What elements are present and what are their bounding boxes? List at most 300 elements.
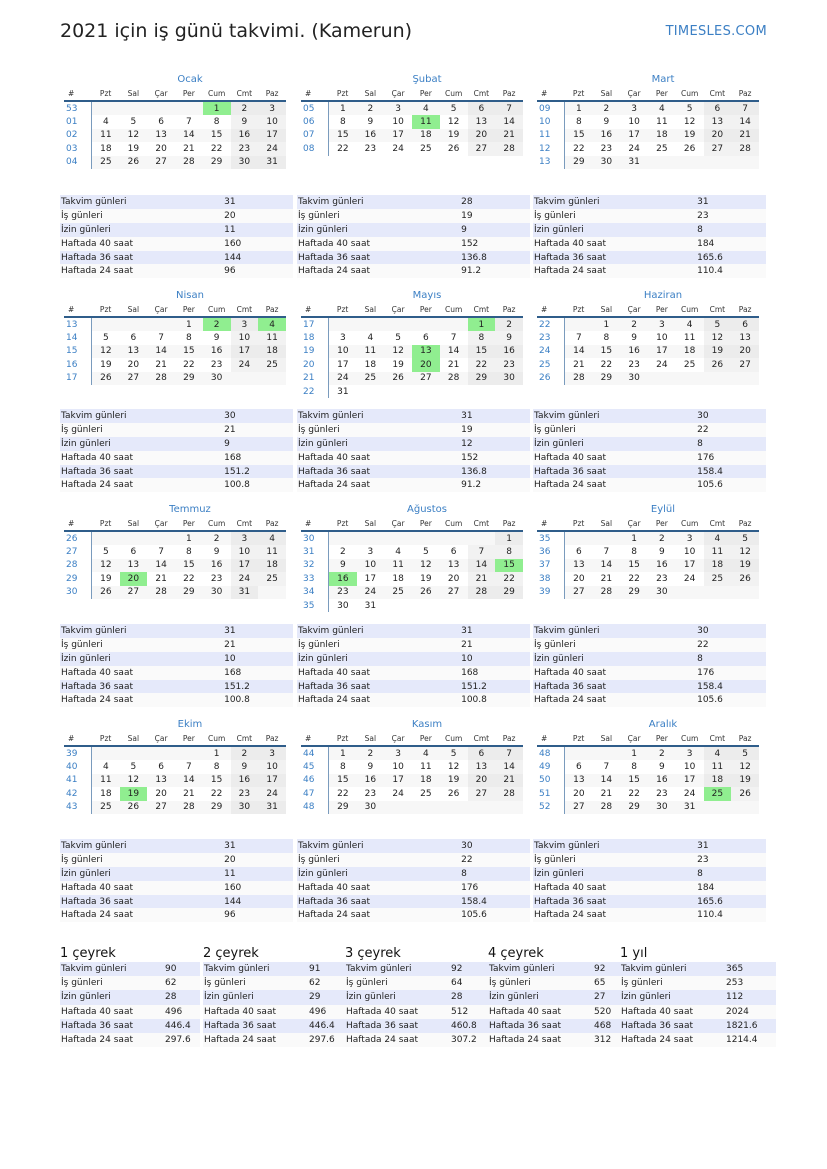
stat-row — [533, 465, 766, 479]
day-cell: 29 — [593, 372, 621, 385]
quarter-stat-row — [488, 1033, 628, 1047]
day-cell: 25 — [683, 359, 696, 370]
day-cell: 26 — [384, 372, 412, 385]
quarter-stat-label: Haftada 40 saat — [60, 1005, 164, 1019]
weekday-header: Cmt — [468, 517, 496, 531]
weekday-header: Paz — [731, 517, 759, 531]
stat-label: Haftada 36 saat — [60, 680, 223, 694]
day-cell: 9 — [231, 760, 259, 773]
week-row — [64, 545, 286, 558]
weekday-header: Paz — [258, 732, 286, 746]
week-number: 09 — [537, 101, 565, 115]
week-row — [64, 317, 286, 331]
quarter-stat-value: 460.8 — [450, 1019, 496, 1033]
quarter-stat-label: Takvim günleri — [203, 962, 308, 976]
week-row — [537, 760, 759, 773]
month-table — [64, 732, 286, 814]
stat-row — [60, 478, 293, 492]
day-cell: 18 — [100, 788, 112, 799]
day-cell: 19 — [100, 573, 112, 584]
day-cell: 24 — [329, 372, 357, 385]
stat-label: Takvim günleri — [60, 624, 223, 638]
weekday-header: Paz — [258, 517, 286, 531]
week-number: 35 — [537, 531, 565, 545]
week-number: 31 — [301, 545, 329, 558]
weekday-header: Pzt — [92, 732, 120, 746]
week-number: 45 — [301, 760, 329, 773]
stat-row — [533, 264, 766, 278]
quarter-stat-label: Haftada 40 saat — [488, 1005, 593, 1019]
day-cell: 20 — [468, 774, 496, 787]
week-row — [301, 774, 523, 787]
quarter-stat-row — [203, 962, 354, 976]
day-cell: 7 — [495, 746, 523, 760]
month-title: Ekim — [177, 719, 203, 730]
stat-value: 12 — [460, 437, 530, 451]
week-row — [537, 156, 759, 169]
day-cell: 5 — [103, 333, 109, 344]
day-cell: 2 — [648, 531, 676, 545]
week-row — [301, 746, 523, 760]
week-row — [537, 801, 759, 814]
stat-row — [533, 209, 766, 223]
weekday-header: Sal — [357, 732, 385, 746]
day-cell: 20 — [127, 359, 140, 370]
weekday-header: Paz — [495, 87, 523, 101]
day-cell: 18 — [258, 345, 286, 358]
day-cell: 10 — [231, 545, 259, 558]
week-number: 52 — [537, 801, 565, 814]
day-cell: 27 — [147, 801, 175, 814]
month-title: Aralık — [648, 719, 678, 730]
day-cell: 30 — [203, 586, 231, 599]
day-cell: 24 — [392, 788, 404, 799]
day-cell: 14 — [147, 559, 175, 572]
day-cell: 25 — [384, 586, 412, 599]
stat-row — [60, 209, 293, 223]
weekday-header: Cum — [440, 87, 468, 101]
weekday-header: Çar — [384, 303, 412, 317]
holiday-day-cell: 4 — [258, 317, 286, 331]
day-cell: 23 — [231, 787, 259, 800]
day-cell: 7 — [603, 547, 610, 558]
week-row — [301, 572, 523, 585]
day-cell: 17 — [648, 345, 676, 358]
day-cell: 25 — [92, 801, 120, 814]
day-cell: 6 — [423, 333, 429, 344]
quarter-stat-label: Haftada 36 saat — [203, 1019, 308, 1033]
stat-row — [297, 195, 530, 209]
day-cell: 26 — [412, 586, 440, 599]
day-cell: 16 — [203, 345, 231, 358]
day-cell: 3 — [231, 317, 259, 331]
week-number: 08 — [301, 142, 329, 155]
quarter-stat-row — [345, 1033, 496, 1047]
stat-value: 11 — [223, 223, 293, 237]
day-cell: 27 — [147, 156, 175, 169]
weekday-header: Cmt — [704, 303, 732, 317]
week-number: 10 — [537, 115, 565, 128]
day-cell: 22 — [210, 143, 223, 154]
day-cell: 3 — [384, 101, 412, 115]
week-number: 13 — [537, 156, 565, 169]
week-row — [301, 599, 523, 612]
quarter-stat-value: 1821.6 — [725, 1019, 776, 1033]
day-cell: 4 — [103, 762, 109, 773]
week-row — [301, 801, 523, 814]
day-cell: 3 — [384, 746, 412, 760]
week-row — [301, 345, 523, 358]
week-row — [537, 331, 759, 344]
day-cell: 20 — [155, 143, 167, 154]
day-cell: 19 — [392, 359, 404, 370]
stat-row — [533, 624, 766, 638]
day-cell — [565, 746, 593, 760]
week-number: 14 — [64, 331, 92, 344]
week-row — [537, 115, 759, 128]
day-cell: 6 — [731, 317, 759, 331]
week-row — [301, 317, 523, 331]
week-number: 48 — [537, 746, 565, 760]
day-cell: 24 — [683, 573, 696, 584]
day-cell — [676, 372, 704, 385]
weekday-header: Per — [648, 517, 676, 531]
day-cell: 24 — [231, 358, 259, 371]
holiday-day-cell: 2 — [203, 317, 231, 331]
stat-value: 22 — [460, 853, 530, 867]
month-stats — [60, 195, 293, 278]
day-cell: 26 — [704, 358, 732, 371]
quarter-stat-label: Haftada 36 saat — [620, 1019, 725, 1033]
day-cell: 21 — [731, 129, 759, 142]
day-cell: 21 — [495, 774, 523, 787]
month-title: Mart — [651, 74, 675, 85]
day-cell: 24 — [258, 787, 286, 800]
day-cell: 30 — [593, 156, 621, 169]
day-cell: 27 — [440, 586, 468, 599]
month-table — [537, 517, 759, 599]
week-row — [301, 385, 523, 398]
day-cell: 8 — [631, 762, 637, 773]
stat-row — [60, 437, 293, 451]
stat-value: 31 — [223, 839, 293, 853]
day-cell: 21 — [573, 359, 585, 370]
day-cell: 18 — [258, 559, 286, 572]
day-cell: 31 — [258, 801, 286, 814]
brand-logo-text[interactable]: TIMESLES.COM — [665, 24, 767, 39]
day-cell: 30 — [648, 801, 676, 814]
quarter-stat-value: 65 — [593, 976, 628, 990]
day-cell — [731, 586, 759, 599]
day-cell: 16 — [231, 774, 259, 787]
stat-label: Haftada 36 saat — [60, 895, 223, 909]
day-cell: 3 — [367, 547, 374, 558]
weekday-header: Çar — [620, 732, 648, 746]
stat-label: İzin günleri — [297, 223, 460, 237]
day-cell: 4 — [704, 746, 732, 760]
day-cell: 11 — [704, 545, 732, 558]
day-cell — [593, 746, 621, 760]
day-cell: 19 — [100, 359, 112, 370]
day-cell: 2 — [340, 547, 346, 558]
holiday-day-cell: 19 — [120, 787, 148, 800]
day-cell — [731, 801, 759, 814]
day-cell: 16 — [495, 345, 523, 358]
week-number: 25 — [537, 358, 565, 371]
weekday-header: Cmt — [704, 517, 732, 531]
stat-row — [297, 251, 530, 265]
stat-row — [60, 839, 293, 853]
stat-row — [533, 652, 766, 666]
holiday-day-cell: 25 — [704, 787, 732, 800]
day-cell: 18 — [648, 129, 676, 142]
stat-value: 144 — [223, 895, 293, 909]
day-cell: 6 — [468, 101, 496, 115]
day-cell — [704, 372, 732, 385]
day-cell — [704, 586, 732, 599]
stat-label: Haftada 40 saat — [297, 451, 460, 465]
stat-row — [60, 195, 293, 209]
day-cell: 27 — [565, 801, 593, 814]
week-row — [301, 559, 523, 572]
quarter-stat-value: 512 — [450, 1005, 496, 1019]
stat-value: 30 — [696, 624, 766, 638]
stat-label: İş günleri — [60, 638, 223, 652]
week-number: 50 — [537, 774, 565, 787]
quarter-stat-value: 64 — [450, 976, 496, 990]
quarter-stat-value: 112 — [725, 990, 776, 1004]
day-cell: 7 — [603, 762, 610, 773]
weekday-header: Sal — [593, 517, 621, 531]
day-cell: 8 — [213, 762, 220, 773]
day-cell — [175, 746, 203, 760]
stat-label: Takvim günleri — [60, 409, 223, 423]
day-cell — [704, 801, 732, 814]
day-cell: 9 — [367, 117, 374, 128]
day-cell: 23 — [656, 573, 668, 584]
week-number: 39 — [537, 586, 565, 599]
day-cell: 6 — [130, 547, 137, 558]
quarter-stat-value: 92 — [593, 962, 628, 976]
stat-row — [60, 451, 293, 465]
day-cell: 27 — [412, 372, 440, 385]
day-cell: 14 — [175, 774, 203, 787]
week-number: 29 — [64, 572, 92, 585]
day-cell — [412, 801, 440, 814]
stat-label: Haftada 36 saat — [60, 251, 223, 265]
day-cell: 26 — [731, 787, 759, 800]
day-cell: 25 — [258, 358, 286, 371]
day-cell: 31 — [258, 156, 286, 169]
day-cell: 9 — [495, 331, 523, 344]
day-cell: 11 — [704, 760, 732, 773]
day-cell: 17 — [676, 559, 704, 572]
month-table — [301, 732, 523, 814]
day-cell — [468, 599, 496, 612]
week-row — [301, 372, 523, 385]
day-cell: 31 — [231, 586, 259, 599]
day-cell: 14 — [731, 115, 759, 128]
day-cell: 18 — [392, 573, 404, 584]
quarter-stat-label: Haftada 40 saat — [345, 1005, 450, 1019]
week-row — [537, 129, 759, 142]
day-cell: 26 — [683, 143, 696, 154]
day-cell: 13 — [565, 774, 593, 787]
quarter-stat-label: Takvim günleri — [620, 962, 725, 976]
quarter-stat-label: İzin günleri — [345, 990, 450, 1004]
day-cell: 6 — [450, 547, 457, 558]
quarter-stat-label: Haftada 36 saat — [60, 1019, 164, 1033]
stat-label: Haftada 24 saat — [60, 908, 223, 922]
weekday-header: Cmt — [231, 303, 259, 317]
weekday-header: Sal — [120, 303, 148, 317]
day-cell: 27 — [120, 586, 148, 599]
stat-row — [297, 853, 530, 867]
quarter-stat-value: 520 — [593, 1005, 628, 1019]
quarter-stat-row — [203, 976, 354, 990]
stat-label: İş günleri — [297, 423, 460, 437]
day-cell — [147, 317, 175, 331]
weekday-header: Çar — [147, 517, 175, 531]
stat-row — [297, 264, 530, 278]
day-cell: 26 — [92, 586, 120, 599]
day-cell — [384, 531, 412, 545]
week-number: 15 — [64, 345, 92, 358]
day-cell — [120, 317, 148, 331]
day-cell: 2 — [620, 317, 648, 331]
week-number: 27 — [64, 545, 92, 558]
quarter-stat-value: 2024 — [725, 1005, 776, 1019]
week-row — [537, 317, 759, 331]
day-cell: 11 — [420, 762, 432, 773]
month-stats — [60, 624, 293, 707]
day-cell: 7 — [186, 762, 192, 773]
day-cell: 24 — [357, 586, 385, 599]
stat-value: 152 — [460, 451, 530, 465]
day-cell: 7 — [468, 545, 496, 558]
week-number: 47 — [301, 787, 329, 800]
stat-row — [533, 839, 766, 853]
day-cell: 14 — [495, 115, 523, 128]
month-calendar — [537, 288, 759, 385]
stat-label: Haftada 24 saat — [533, 693, 696, 707]
day-cell: 12 — [92, 345, 120, 358]
day-cell — [147, 101, 175, 115]
weekday-header: Cmt — [704, 732, 732, 746]
stat-value: 19 — [460, 209, 530, 223]
day-cell: 9 — [631, 333, 637, 344]
day-cell: 18 — [676, 345, 704, 358]
stat-label: Takvim günleri — [297, 409, 460, 423]
day-cell: 7 — [495, 101, 523, 115]
week-row — [537, 101, 759, 115]
week-number-header: # — [537, 303, 565, 317]
month-calendar — [301, 717, 523, 814]
stat-label: Haftada 36 saat — [533, 465, 696, 479]
day-cell: 5 — [130, 117, 137, 128]
stat-value: 165.6 — [696, 251, 766, 265]
day-cell: 29 — [620, 801, 648, 814]
day-cell: 18 — [100, 143, 112, 154]
day-cell: 28 — [495, 142, 523, 155]
holiday-day-cell: 15 — [495, 559, 523, 572]
day-cell: 29 — [329, 801, 357, 814]
stat-row — [297, 209, 530, 223]
day-cell — [147, 531, 175, 545]
day-cell: 10 — [392, 762, 404, 773]
week-number: 37 — [537, 559, 565, 572]
stat-row — [297, 437, 530, 451]
quarter-stat-row — [620, 1005, 776, 1019]
stat-row — [533, 666, 766, 680]
weekday-header: Cum — [203, 87, 231, 101]
day-cell: 21 — [600, 573, 613, 584]
quarter-stat-row — [488, 1019, 628, 1033]
quarter-stat-label: Haftada 40 saat — [620, 1005, 725, 1019]
week-row — [64, 101, 286, 115]
quarter-stat-value: 62 — [164, 976, 200, 990]
day-cell: 25 — [92, 156, 120, 169]
week-row — [301, 531, 523, 545]
day-cell: 1 — [620, 531, 648, 545]
month-title: Eylül — [650, 504, 676, 515]
stat-row — [297, 693, 530, 707]
day-cell: 3 — [676, 531, 704, 545]
stat-row — [533, 895, 766, 909]
day-cell: 12 — [683, 117, 696, 128]
stat-value: 184 — [696, 881, 766, 895]
day-cell: 24 — [683, 788, 696, 799]
stat-value: 23 — [696, 853, 766, 867]
stat-value: 22 — [696, 638, 766, 652]
stat-value: 23 — [696, 209, 766, 223]
day-cell: 24 — [628, 143, 640, 154]
quarter-stat-label: Takvim günleri — [488, 962, 593, 976]
day-cell: 11 — [92, 774, 120, 787]
week-number-header: # — [537, 517, 565, 531]
day-cell: 12 — [412, 559, 440, 572]
stat-label: Haftada 40 saat — [60, 881, 223, 895]
weekday-header: Paz — [495, 303, 523, 317]
weekday-header: Sal — [120, 517, 148, 531]
week-number: 34 — [301, 586, 329, 599]
weekday-header: Paz — [731, 87, 759, 101]
day-cell: 19 — [704, 345, 732, 358]
week-number: 28 — [64, 559, 92, 572]
stat-row — [297, 652, 530, 666]
day-cell — [495, 599, 523, 612]
weekday-header: Per — [412, 303, 440, 317]
week-number: 07 — [301, 129, 329, 142]
day-cell: 27 — [468, 787, 496, 800]
day-cell: 29 — [175, 372, 203, 385]
day-cell: 18 — [412, 129, 440, 142]
week-row — [537, 586, 759, 599]
stat-label: İzin günleri — [60, 867, 223, 881]
stat-row — [533, 437, 766, 451]
day-cell — [92, 317, 120, 331]
week-number: 17 — [301, 317, 329, 331]
day-cell: 12 — [704, 331, 732, 344]
stat-label: Haftada 24 saat — [533, 478, 696, 492]
day-cell: 1 — [620, 746, 648, 760]
month-table — [64, 303, 286, 385]
day-cell: 10 — [628, 117, 640, 128]
day-cell: 13 — [120, 559, 148, 572]
day-cell — [495, 801, 523, 814]
quarter-title: 4 çeyrek — [488, 946, 544, 961]
weekday-header: Çar — [147, 303, 175, 317]
